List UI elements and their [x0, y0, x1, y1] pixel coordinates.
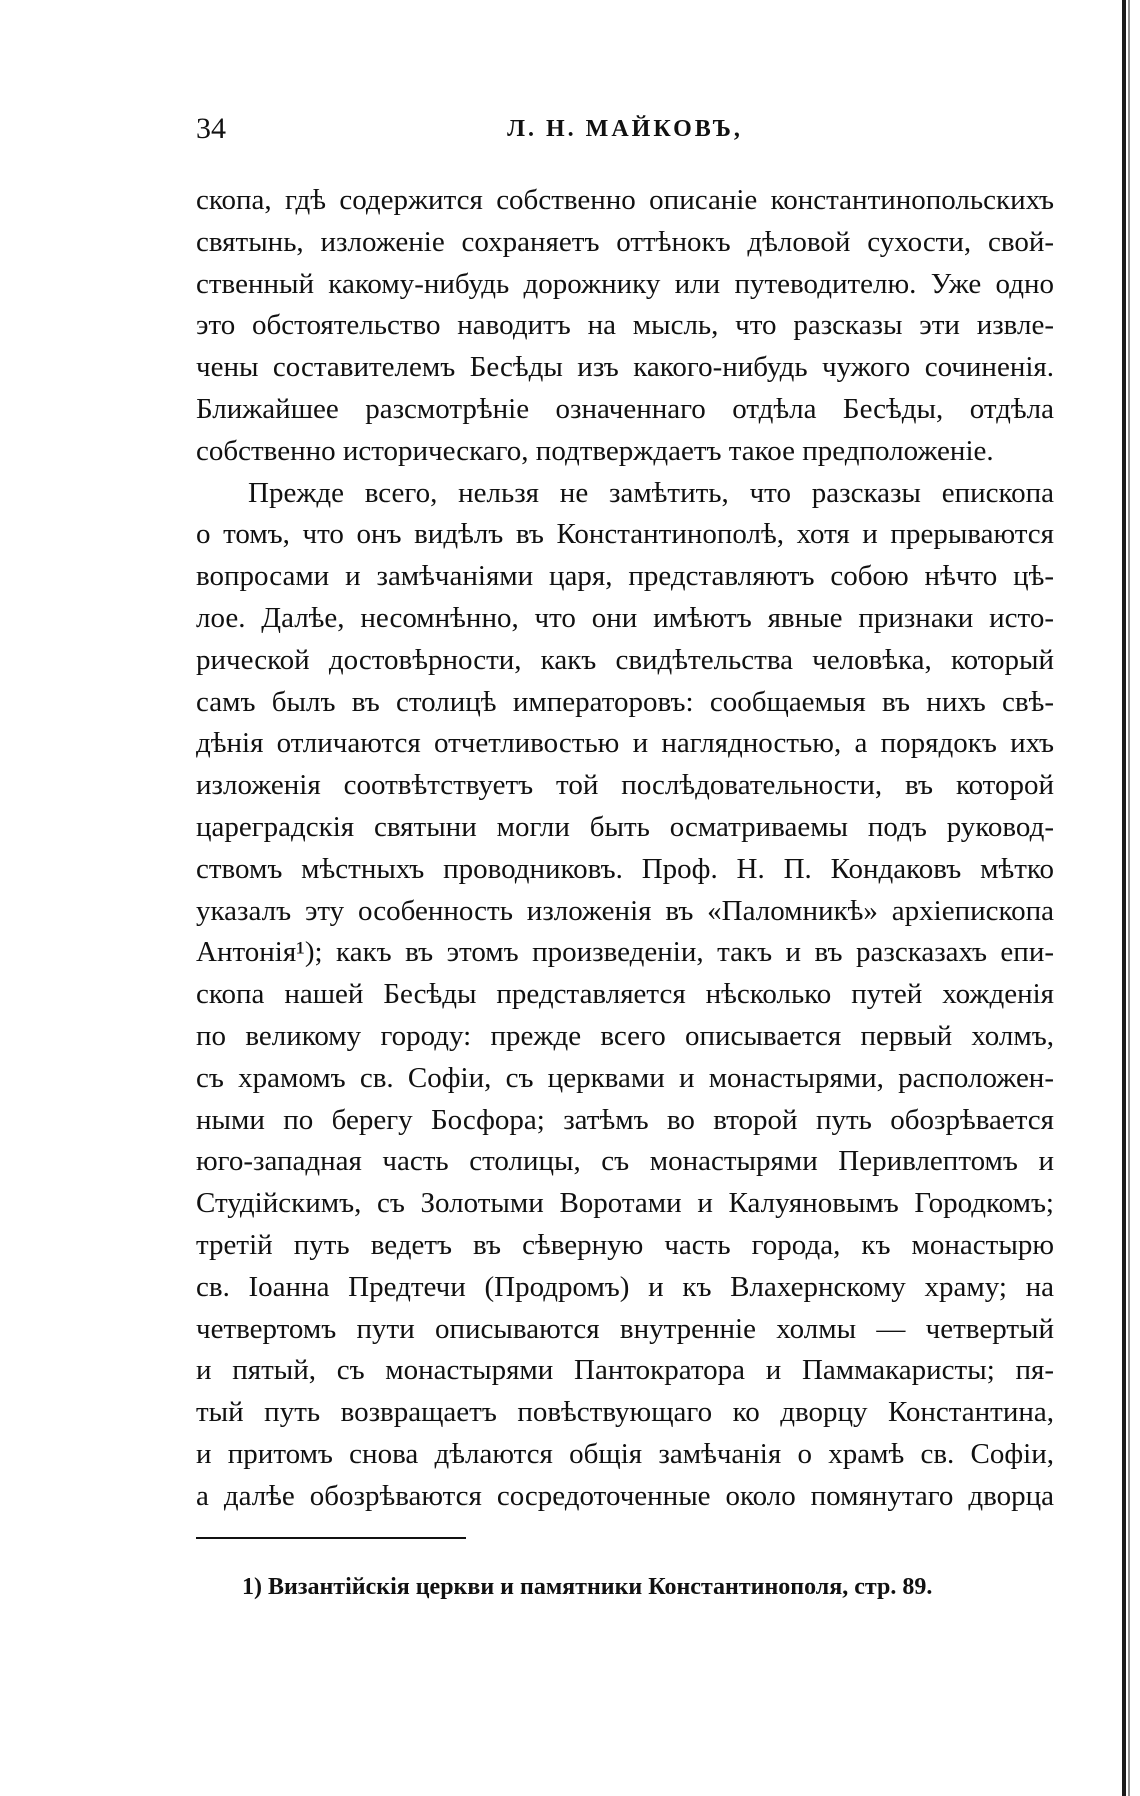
text-line: и притомъ снова дѣлаются общія замѣчанія о храмѣ св. Софіи,	[196, 1437, 1054, 1470]
text-line: указалъ эту особенность изложенія въ «Паломникѣ» архіепископа	[196, 894, 1054, 927]
text-line: цареградскія святыни могли быть осматриваемы подъ руковод-	[196, 810, 1054, 843]
text-line: по великому городу: прежде всего описывается первый холмъ,	[196, 1019, 1054, 1052]
text-line: и пятый, съ монастырями Пантократора и Паммакаристы; пя-	[196, 1354, 1054, 1387]
text-line: Антонія¹); какъ въ этомъ произведеніи, такъ и въ разсказахъ епи-	[196, 936, 1054, 969]
body-text	[196, 180, 1054, 1518]
text-line: собственно историческаго, подтверждаетъ такое предположеніе.	[196, 434, 994, 467]
text-line: изложенія соотвѣтствуетъ той послѣдовательности, въ которой	[196, 769, 1054, 802]
text-line: съ храмомъ св. Софіи, съ церквами и монастырями, расположен-	[196, 1061, 1054, 1094]
text-line: юго-западная часть столицы, съ монастырями Перивлептомъ и	[196, 1145, 1054, 1178]
text-line: лое. Далѣе, несомнѣнно, что они имѣютъ явные признаки исто-	[196, 601, 1054, 634]
footnote: 1) Византійскія церкви и памятники Константинополя, стр. 89.	[242, 1574, 933, 1600]
text-line: Ближайшее разсмотрѣніе означеннаго отдѣла Бесѣды, отдѣла	[196, 392, 1054, 425]
text-line: дѣнія отличаются отчетливостью и наглядностью, а порядокъ ихъ	[196, 727, 1054, 760]
text-line: самъ былъ въ столицѣ императоровъ: сообщаемыя въ нихъ свѣ-	[196, 685, 1054, 718]
text-line: св. Іоанна Предтечи (Продромъ) и къ Влахернскому храму; на	[196, 1270, 1054, 1303]
text-line: скопа нашей Бесѣды представляется нѣсколько путей хожденія	[196, 978, 1054, 1011]
text-line: о томъ, что онъ видѣлъ въ Константинополѣ, хотя и прерываются	[196, 518, 1054, 551]
text-line: четвертомъ пути описываются внутренніе холмы — четвертый	[196, 1312, 1054, 1345]
running-head: Л. Н. МАЙКОВЪ,	[507, 116, 743, 142]
text-line: рической достовѣрности, какъ свидѣтельства человѣка, который	[196, 643, 1054, 676]
text-line: а далѣе обозрѣваются сосредоточенные около помянутаго дворца	[196, 1479, 1054, 1512]
text-line: ственный какому-нибудь дорожнику или путеводителю. Уже одно	[196, 267, 1054, 300]
text-line: ными по берегу Босфора; затѣмъ во второй путь обозрѣвается	[196, 1103, 1054, 1136]
paragraph-first-line: Прежде всего, нельзя не замѣтить, что разсказы епископа	[248, 476, 1054, 509]
text-line: вопросами и замѣчаніями царя, представляютъ собою нѣчто цѣ-	[196, 560, 1054, 593]
text-line: третій путь ведетъ въ сѣверную часть города, къ монастырю	[196, 1228, 1054, 1261]
page-number: 34	[196, 112, 226, 145]
text-line: святынь, изложеніе сохраняетъ оттѣнокъ дѣловой сухости, свой-	[196, 225, 1054, 258]
text-line: Студійскимъ, съ Золотыми Воротами и Калуяновымъ Городкомъ;	[196, 1187, 1054, 1220]
text-line: скопа, гдѣ содержится собственно описаніе константинопольскихъ	[196, 184, 1054, 216]
page-edge-shadow	[1128, 0, 1130, 1796]
page-edge-rule	[1122, 0, 1126, 1796]
page-header	[196, 112, 1054, 152]
text-line: тый путь возвращаетъ повѣствующаго ко дворцу Константина,	[196, 1396, 1054, 1429]
text-line: ствомъ мѣстныхъ проводниковъ. Проф. Н. П. Кондаковъ мѣтко	[196, 852, 1054, 885]
footnote-divider	[196, 1537, 466, 1539]
text-line: чены составителемъ Бесѣды изъ какого-нибудь чужого сочиненія.	[196, 351, 1054, 384]
text-line: это обстоятельство наводитъ на мысль, что разсказы эти извле-	[196, 309, 1054, 342]
